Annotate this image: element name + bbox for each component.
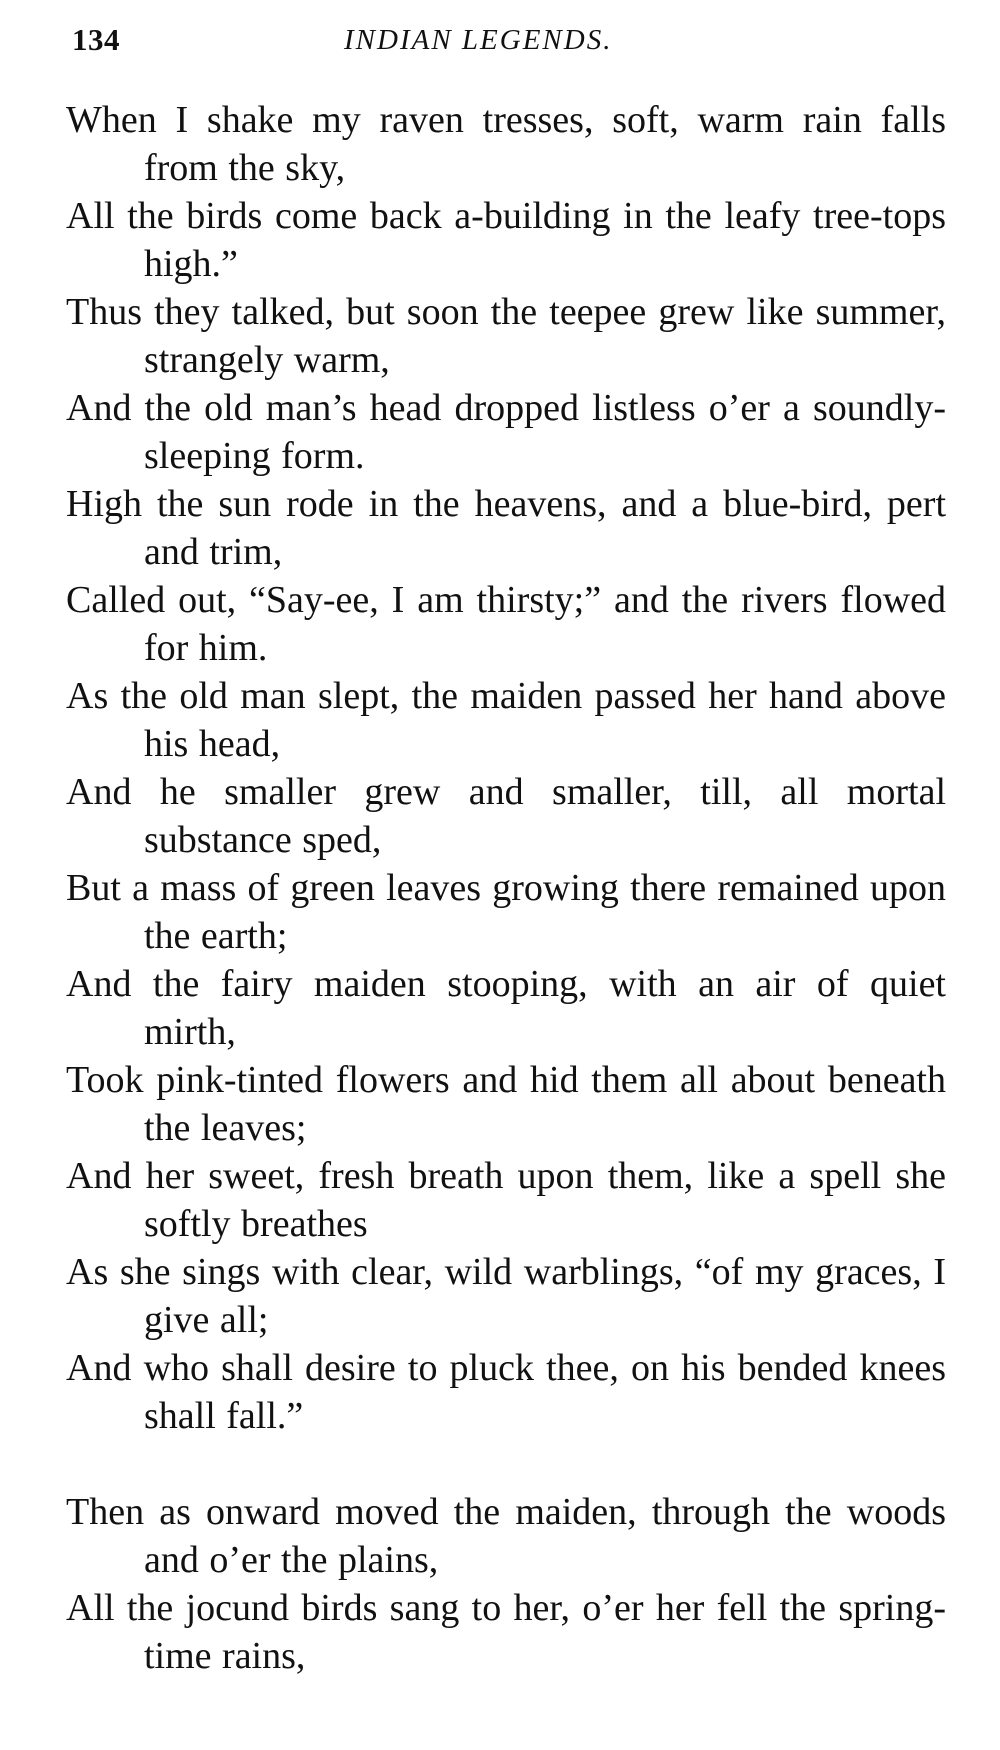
page-number: 134 — [72, 22, 120, 57]
verse-line: And he smaller grew and smaller, till, all mortal substance sped, — [66, 771, 946, 861]
verse-line: As she sings with clear, wild warblings, “of my graces, I give all; — [66, 1251, 946, 1341]
verse-line: All the birds come back a-building in the leafy tree-tops high.” — [66, 195, 946, 285]
verse-line: As the old man slept, the maiden passed her hand above his head, — [66, 675, 946, 765]
verse-line: And the old man’s head dropped listless o’er a soundly-sleeping form. — [66, 387, 946, 477]
verse-line: Thus they talked, but soon the teepee grew like summer, strangely warm, — [66, 291, 946, 381]
stanza-1 — [66, 96, 946, 1440]
verse-line: But a mass of green leaves growing there remained upon the earth; — [66, 867, 946, 957]
verse-line: And her sweet, fresh breath upon them, like a spell she softly breathes — [66, 1155, 946, 1245]
verse-line: Then as onward moved the maiden, through the woods and o’er the plains, — [66, 1491, 946, 1581]
verse-line: And the fairy maiden stooping, with an air of quiet mirth, — [66, 963, 946, 1053]
verse-line: Took pink-tinted flowers and hid them all about beneath the leaves; — [66, 1059, 946, 1149]
verse-line: High the sun rode in the heavens, and a blue-bird, pert and trim, — [66, 483, 946, 573]
page-header — [72, 22, 952, 62]
verse-line: Called out, “Say-ee, I am thirsty;” and the rivers flowed for him. — [66, 579, 946, 669]
running-title: INDIAN LEGENDS. — [344, 24, 613, 56]
verse-line: All the jocund birds sang to her, o’er her fell the spring-time rains, — [66, 1587, 946, 1677]
verse-line: And who shall desire to pluck thee, on his bended knees shall fall.” — [66, 1347, 946, 1437]
verse-line: When I shake my raven tresses, soft, warm rain falls from the sky, — [66, 99, 946, 189]
stanza-2 — [66, 1488, 946, 1680]
poem-text — [66, 96, 946, 1680]
